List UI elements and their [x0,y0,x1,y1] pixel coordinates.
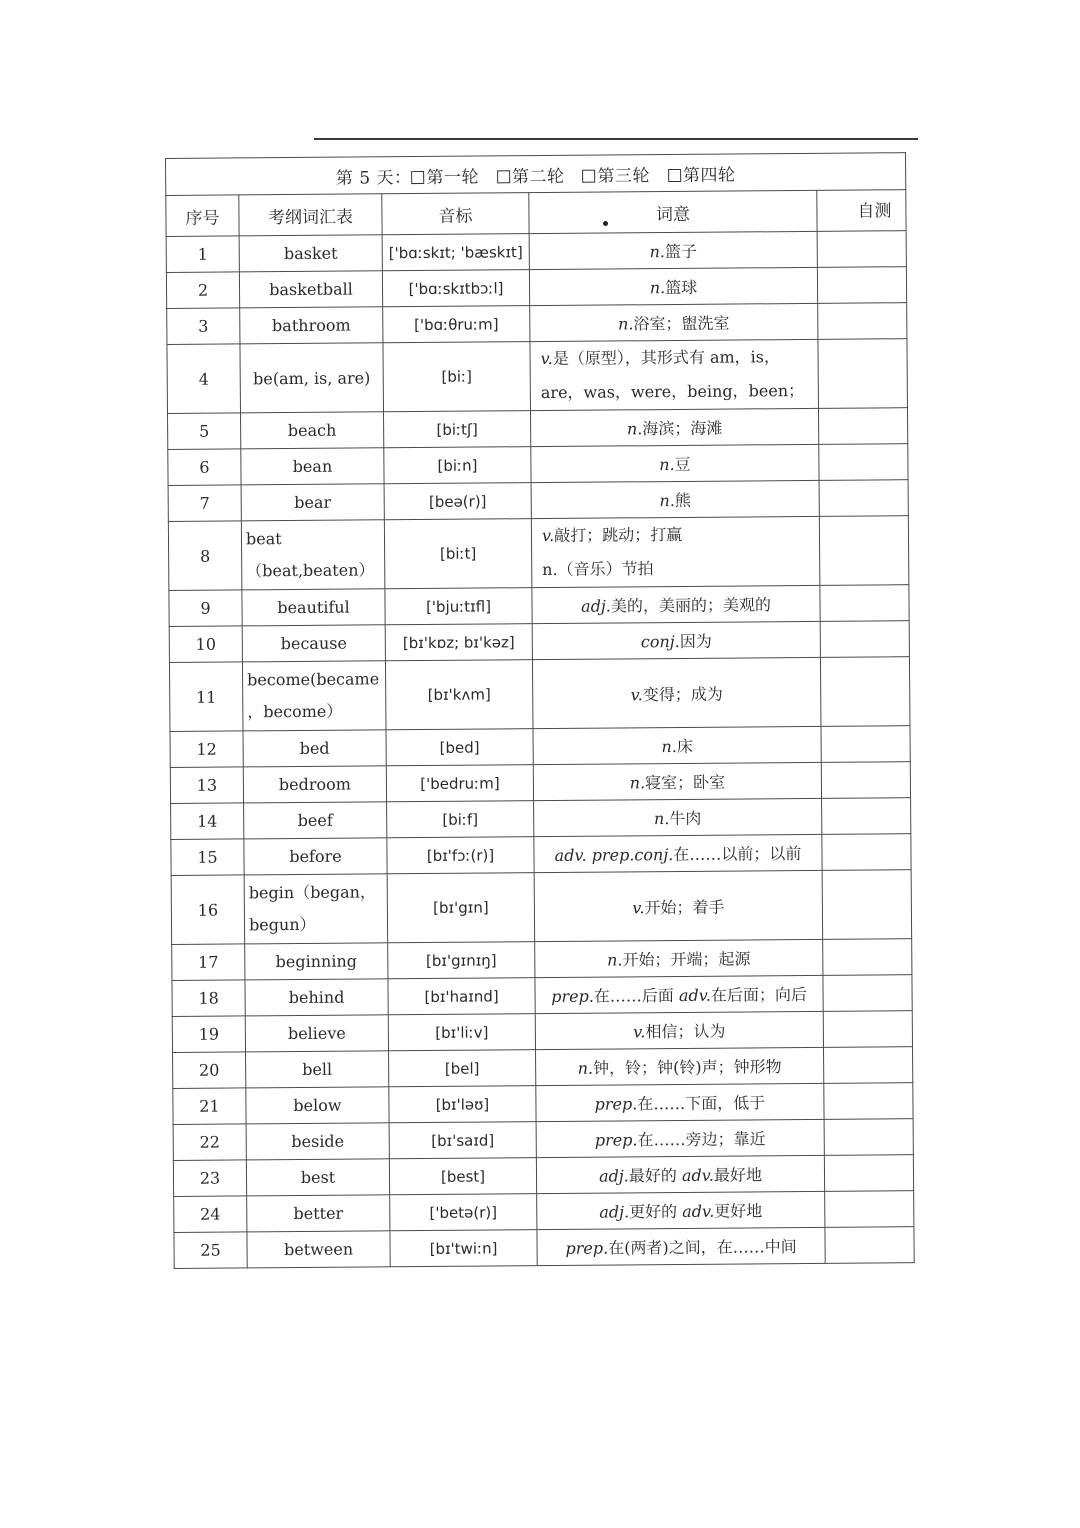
word-line: better [293,1203,344,1224]
meaning [530,303,818,341]
vocab-word [245,1015,388,1052]
word-line: before [289,846,342,867]
part-of-speech: n. [659,491,675,511]
vocab-word [246,1051,389,1088]
meaning [536,1047,824,1085]
meaning [537,1227,825,1265]
vocab-word [242,589,385,626]
part-of-speech: adj. [598,1166,629,1186]
self-test-cell[interactable] [819,444,908,481]
phonetic: [bɪ'saɪd] [389,1122,536,1159]
meaning [536,1083,824,1121]
word-line: bell [302,1059,333,1079]
word-line: beautiful [277,597,350,618]
meaning [529,267,817,305]
part-of-speech: adv. [681,1165,715,1185]
meaning-text: 浴室；盥洗室 [633,313,730,334]
self-test-cell[interactable] [824,1155,913,1192]
part-of-speech: n. [618,314,634,334]
table-row [166,231,906,273]
table-row [172,975,912,1017]
vocab-word [245,943,388,980]
meaning-text: 相信；认为 [645,1021,726,1042]
row-number: 16 [171,875,245,945]
word-line: basketball [269,279,353,300]
word-line: begun） [248,914,316,935]
row-number: 9 [169,590,242,627]
table-row [169,657,910,732]
self-test-cell[interactable] [820,585,909,622]
self-test-cell[interactable] [818,303,907,340]
meaning [537,1191,825,1229]
phonetic: ['bɑːskɪt; 'bæskɪt] [382,234,529,271]
self-test-cell[interactable] [818,408,907,445]
header-self-test: 自测 [817,190,906,232]
word-line: because [280,633,347,654]
word-line: beef [297,810,333,830]
vocab-word [240,343,384,413]
table-row [169,621,909,663]
phonetic: ['bɑːskɪtbɔːl] [382,270,529,307]
meaning-text: 更好地 [714,1201,763,1221]
round-checkbox-2[interactable]: 第二轮 [497,166,565,187]
part-of-speech: adj. [581,596,612,616]
meaning [531,480,819,518]
header-word: 考纲词汇表 [239,194,382,236]
meaning-text: 更好的 [629,1201,683,1222]
checkbox-icon [411,170,424,183]
part-of-speech: prep. [594,1094,638,1114]
word-line: bear [294,492,332,512]
table-row [171,870,912,945]
part-of-speech: n. [649,242,666,262]
row-number: 13 [170,767,243,804]
meaning-text: 最好地 [713,1165,763,1185]
self-test-cell[interactable] [825,1191,914,1228]
phonetic: [bɪ'gɪn] [387,873,535,943]
phonetic: [bel] [389,1050,536,1087]
row-number: 8 [168,521,242,591]
meaning-text: 开始；着手 [644,897,725,917]
meaning [535,975,823,1013]
part-of-speech: conj. [640,631,680,652]
row-number: 1 [166,236,239,273]
self-test-cell[interactable] [824,1119,913,1156]
vocab-word [243,766,386,803]
part-of-speech: prep. [565,1238,609,1258]
vocab-word [246,1087,389,1124]
meaning-text: 敲打；跳动；打赢 [554,524,683,545]
vocab-word [241,484,384,521]
phonetic: [bɪ'ləʊ] [389,1086,536,1123]
row-number: 3 [167,308,240,345]
self-test-cell[interactable] [824,1047,913,1084]
word-line: beginning [275,951,358,972]
meaning [533,762,821,800]
row-number: 19 [172,1016,245,1053]
part-of-speech: n. [659,455,675,475]
part-of-speech: n. [629,773,646,793]
table-row [173,1119,913,1161]
meaning-text: 钟，铃；钟(铃)声；钟形物 [593,1057,782,1078]
round-checkbox-4[interactable]: 第四轮 [668,165,736,186]
phonetic: [bɪ'liːv] [388,1014,535,1051]
meaning [532,621,820,659]
table-row [168,408,908,450]
phonetic: [bɪ'twiːn] [390,1230,537,1267]
vocab-word [247,1195,390,1232]
row-number: 2 [166,272,239,309]
self-test-cell[interactable] [818,339,908,409]
word-line: bean [292,456,333,477]
top-rule [314,138,918,140]
table-row [173,1083,913,1125]
meaning [531,516,820,587]
header-phonetic: 音标 [382,193,529,235]
meaning-text: 篮子 [664,241,698,262]
self-test-cell[interactable] [823,975,912,1012]
vocab-word [247,1231,390,1268]
vocab-word [240,307,383,344]
phonetic: [best] [389,1158,536,1195]
meaning [531,444,819,482]
self-test-cell[interactable] [823,939,912,976]
row-number: 11 [169,662,243,732]
table-row [174,1191,914,1233]
table-row [173,1155,913,1197]
checkbox-icon [497,170,510,183]
table-row [167,303,907,345]
meaning-text: 篮球 [665,277,698,298]
phonetic: [bed] [386,729,533,766]
meaning-text: 寝室；卧室 [645,772,726,793]
table-row [171,834,911,876]
phonetic: [biː] [383,342,531,412]
meaning [536,1155,824,1193]
part-of-speech: n. [577,1058,594,1078]
vocab-word [241,520,385,590]
part-of-speech: v. [541,525,555,546]
row-number: 7 [168,485,241,522]
word-line: （beat,beaten） [246,560,375,581]
meaning [535,939,823,977]
part-of-speech: v. [540,348,553,369]
word-line: between [283,1239,354,1260]
day-label: 第 5 天： [335,167,412,189]
meaning-text: 开始；开端；起源 [622,949,751,970]
meaning [529,231,817,269]
vocab-word [246,1159,389,1196]
row-number: 17 [172,944,245,981]
meaning [530,408,818,446]
meaning-text: 在后面；向后 [710,984,808,1005]
self-test-cell[interactable] [820,657,910,727]
vocab-word [242,625,385,662]
table-row [170,762,910,804]
phonetic: [biːtʃ] [384,411,531,448]
vocab-word [245,979,388,1016]
part-of-speech: v. [630,684,643,704]
table-row [168,516,909,591]
checkbox-icon [582,169,595,182]
meaning-text: 因为 [679,631,712,651]
self-test-cell[interactable] [825,1227,914,1264]
vocab-word [239,235,382,272]
part-of-speech: adj. [599,1202,630,1222]
meaning [535,1011,823,1049]
meaning-text: 在……旁边；靠近 [637,1129,766,1150]
self-test-cell[interactable] [822,834,911,871]
self-test-cell[interactable] [817,267,906,304]
word-line: become(became [247,669,380,690]
word-line: bathroom [271,315,351,336]
round-checkbox-3[interactable]: 第三轮 [582,166,650,187]
vocab-word [239,271,382,308]
vocab-word [246,1123,389,1160]
phonetic: ['bɑːθruːm] [383,306,530,343]
vocab-word [244,802,387,839]
phonetic: ['bedruːm] [386,765,533,802]
phonetic: [biːn] [384,447,531,484]
meaning-text: 是（原型），其形式有 am，is， [552,347,781,368]
word-line: beat [245,529,282,549]
meaning [534,798,822,836]
part-of-speech: v. [633,1022,646,1042]
word-line: behind [288,987,345,1008]
part-of-speech: adv. [682,1201,715,1221]
part-of-speech: prep. [594,1130,638,1150]
meaning-text: 变得；成为 [642,684,723,704]
table-row [173,1047,913,1089]
table-row [174,1227,914,1269]
self-test-cell[interactable] [822,798,911,835]
table-row [169,585,909,627]
phonetic: ['betə(r)] [390,1194,537,1231]
row-number: 5 [168,413,241,450]
column-header-row [166,190,906,237]
vocab-word [241,412,384,449]
word-line: beach [287,420,337,441]
word-line: be(am, is, are) [253,367,371,388]
meaning [530,339,819,410]
meaning-text: 在……后面 [593,985,680,1006]
table-row [166,267,906,309]
word-line: bed [299,738,330,758]
phonetic: [bɪ'fɔː(r)] [387,837,534,874]
row-number: 10 [169,626,242,663]
meaning-text: 在……下面，低于 [637,1093,766,1114]
self-test-cell[interactable] [823,1011,912,1048]
word-line: believe [287,1023,346,1044]
meaning-text: 海滨；海滩 [642,418,723,439]
meaning [536,1119,824,1157]
meaning [534,834,822,872]
vocab-word [243,730,386,767]
part-of-speech: n. [649,278,666,298]
vocab-word [241,448,384,485]
table-row [172,939,912,981]
phonetic: [bɪ'haɪnd] [388,978,535,1015]
word-line: beside [291,1131,345,1152]
header-meaning: 词意 [529,190,817,233]
meaning-text: 床 [676,736,693,756]
phonetic: [bɪ'gɪnɪŋ] [388,942,535,979]
self-test-cell[interactable] [824,1083,913,1120]
phonetic: [bɪ'kɒz; bɪ'kəz] [385,624,532,661]
row-number: 24 [174,1196,247,1233]
row-number: 20 [173,1052,246,1089]
meaning-text: 牛肉 [669,808,702,829]
self-test-cell[interactable] [820,621,909,658]
meaning-text: 在……以前；以前 [673,844,802,865]
meaning-text: 熊 [674,490,691,511]
header-number: 序号 [166,195,239,237]
row-number: 4 [167,344,241,414]
part-of-speech: v. [632,897,645,917]
self-test-cell[interactable] [817,231,906,268]
self-test-cell[interactable] [821,762,910,799]
meaning-text: n.（音乐）节拍 [542,559,654,580]
part-of-speech: adv. [678,985,712,1005]
meaning [534,870,823,941]
meaning-text: 最好的 [628,1165,683,1186]
table-row [167,339,908,414]
phonetic: [biːt] [384,519,532,589]
row-number: 15 [171,839,244,876]
part-of-speech: n. [653,809,670,829]
row-number: 25 [174,1232,247,1269]
vocab-word [244,838,387,875]
meaning-text: 豆 [674,454,691,475]
checkbox-icon [668,168,681,181]
row-number: 6 [168,449,241,486]
row-number: 18 [172,980,245,1017]
word-line: basket [283,243,338,264]
meaning [532,585,820,623]
row-number: 12 [170,731,243,768]
table-row [172,1011,912,1053]
word-line: begin（began， [248,882,377,903]
word-line: ，become） [247,701,343,722]
part-of-speech: n. [626,419,643,439]
row-number: 14 [171,803,244,840]
word-line: best [300,1167,336,1187]
self-test-cell[interactable] [819,516,909,586]
table-row [171,798,911,840]
vocab-table [165,152,915,1269]
table-row [170,726,910,768]
vocab-word [244,874,388,944]
row-number: 21 [173,1088,246,1125]
part-of-speech: adv. prep.conj. [554,845,674,865]
self-test-cell[interactable] [822,870,912,940]
word-line: below [293,1095,342,1116]
phonetic: ['bjuːtɪfl] [385,588,532,625]
self-test-cell[interactable] [819,480,908,517]
part-of-speech: n. [607,950,623,970]
meaning-text: 美的，美丽的；美观的 [610,595,772,616]
meaning-text: 在(两者)之间，在……中间 [608,1237,797,1258]
part-of-speech: prep. [551,986,594,1006]
meaning [532,657,821,728]
vocab-sheet [165,152,914,1269]
phonetic: [bɪ'kʌm] [385,660,533,730]
table-row [168,480,908,522]
meaning [533,726,821,764]
day-title-row [166,153,906,196]
word-line: bedroom [278,774,352,795]
vocab-word [242,661,386,731]
table-row [168,444,908,486]
phonetic: [biːf] [387,801,534,838]
row-number: 23 [173,1160,246,1197]
part-of-speech: n. [661,736,677,757]
row-number: 22 [173,1124,246,1161]
meaning-text: are，was，were，being，been； [540,380,805,403]
round-checkbox-1[interactable]: 第一轮 [411,167,479,188]
self-test-cell[interactable] [821,726,910,763]
phonetic: [beə(r)] [384,483,531,520]
